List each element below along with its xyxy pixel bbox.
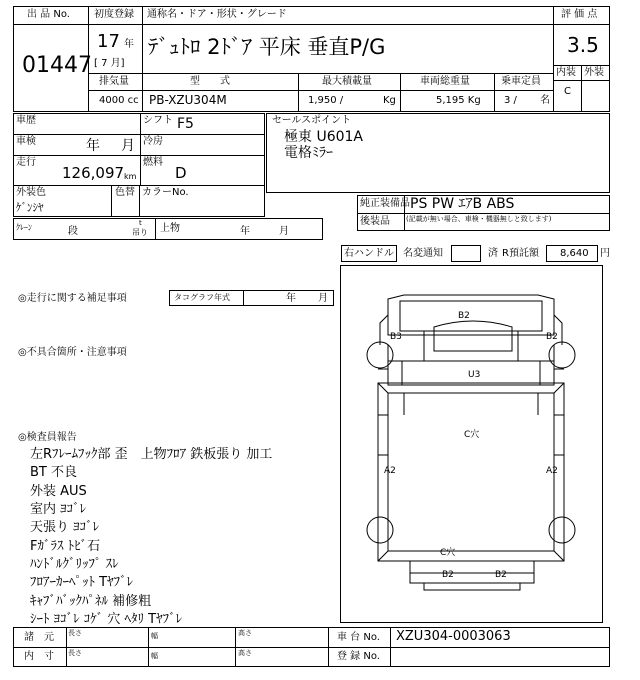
damage-label: B2 bbox=[546, 332, 558, 342]
width-label: 幅 bbox=[151, 652, 158, 660]
driving-notes-label: ◎走行に関する補足事項 bbox=[18, 293, 127, 304]
equipment-label: 純正装備品 bbox=[360, 198, 410, 209]
report-line: Fｶﾞﾗｽ ﾄﾋﾞ石 bbox=[30, 539, 101, 554]
report-line: 天張り ﾖｺﾞﾚ bbox=[30, 520, 100, 535]
history-label: 車歴 bbox=[16, 115, 36, 126]
inspection-month: 月 bbox=[121, 138, 135, 154]
crane-label: ｸﾚｰﾝ bbox=[16, 223, 32, 232]
equipment-value: PS PW ｴｱB ABS bbox=[410, 196, 515, 212]
ext-color-value: ｹﾞﾝｼﾔ bbox=[16, 201, 44, 214]
interior-dims-label: 内 寸 bbox=[24, 651, 54, 662]
reg-year: 17 bbox=[97, 31, 120, 52]
deposit-prefix: 済 bbox=[488, 248, 498, 259]
upper-month: 月 bbox=[279, 226, 289, 237]
displacement-label: 排気量 bbox=[99, 76, 129, 87]
tacho-label: タコグラフ年式 bbox=[174, 293, 230, 302]
eval-score: 3.5 bbox=[567, 33, 599, 57]
first-reg-label: 初度登録 bbox=[94, 9, 134, 20]
exterior-label: 外装 bbox=[584, 67, 604, 78]
fuel-value: D bbox=[175, 164, 187, 182]
shift-value: F5 bbox=[177, 116, 194, 132]
model-value: PB-XZU304M bbox=[149, 93, 227, 107]
damage-label: B2 bbox=[442, 570, 454, 580]
tacho-year: 年 bbox=[286, 293, 296, 304]
dims-label: 諸 元 bbox=[24, 632, 54, 643]
payload-unit: Kg bbox=[383, 95, 396, 106]
damage-label: C穴 bbox=[440, 548, 456, 558]
height-label: 高さ bbox=[238, 629, 252, 637]
tacho-month: 月 bbox=[318, 293, 328, 304]
retrofit-label: 後装品 bbox=[360, 216, 390, 227]
report-line: ﾌﾛｱｰｶｰﾍﾟｯﾄ Tﾔﾌﾞﾚ bbox=[30, 575, 134, 590]
gross-weight-label: 車両総重量 bbox=[420, 76, 470, 87]
color-change-label: 色替 bbox=[115, 187, 135, 198]
sales-point-label: セールスポイント bbox=[272, 115, 352, 126]
report-line: BT 不良 bbox=[30, 465, 77, 480]
lot-label: 出 品 No. bbox=[27, 9, 70, 20]
chassis-label: 車 台 No. bbox=[337, 632, 380, 643]
fuel-label: 燃料 bbox=[143, 157, 163, 168]
eval-label: 評 価 点 bbox=[561, 9, 598, 20]
cab-roof-inner bbox=[400, 301, 542, 331]
damage-label: U3 bbox=[468, 370, 481, 380]
interior-label: 内装 bbox=[556, 67, 576, 78]
rear-tail-outline bbox=[410, 561, 534, 583]
sales-line-1: 極東 U601A bbox=[284, 129, 363, 145]
report-line: 室内 ﾖｺﾞﾚ bbox=[30, 502, 87, 517]
crane-hanging: 吊り bbox=[132, 228, 148, 237]
upper-year: 年 bbox=[240, 226, 250, 237]
chassis-value: XZU304-0003063 bbox=[396, 629, 511, 644]
inspection-label: 車検 bbox=[16, 136, 36, 147]
lot-number: 01447 bbox=[22, 53, 92, 78]
mileage-unit: km bbox=[124, 172, 137, 181]
ext-color-label: 外装色 bbox=[16, 187, 46, 198]
capacity-value: 3 / bbox=[504, 95, 517, 106]
color-no-label: カラーNo. bbox=[142, 187, 189, 198]
inspection-year: 年 bbox=[86, 138, 100, 154]
crane-stage: 段 bbox=[68, 226, 78, 237]
car-name: ﾃﾞｭﾄﾛ 2ﾄﾞｱ 平床 垂直P/G bbox=[148, 35, 386, 59]
ac-label: 冷房 bbox=[143, 136, 163, 147]
inspector-label: ◎検査員報告 bbox=[18, 432, 77, 443]
rear-right-wheel bbox=[549, 517, 575, 543]
deposit-label: R預託額 bbox=[502, 248, 539, 259]
reg-month: [ 7 月] bbox=[94, 58, 125, 69]
payload-value: 1,950 / bbox=[308, 95, 344, 106]
displacement-value: 4000 cc bbox=[99, 95, 139, 106]
windshield-outline bbox=[434, 321, 512, 351]
front-left-wheel bbox=[367, 342, 393, 368]
report-line: 外装 AUS bbox=[30, 484, 87, 499]
deposit-unit: 円 bbox=[600, 248, 610, 259]
mileage-value: 126,097 bbox=[62, 164, 125, 182]
retrofit-note: (記載が無い場合、車検・機器無しと致します) bbox=[406, 215, 552, 223]
damage-label: B2 bbox=[458, 311, 470, 321]
cargo-bed-outline bbox=[378, 383, 564, 561]
interior-grade: C bbox=[564, 86, 571, 97]
damage-label: C穴 bbox=[464, 430, 480, 440]
report-line: ﾊﾝﾄﾞﾙｸﾞﾘｯﾌﾟ ｽﾚ bbox=[30, 557, 119, 572]
rear-left-wheel bbox=[367, 517, 393, 543]
report-line: ｷｬﾌﾞﾊﾞｯｸﾊﾟﾈﾙ 補修粗 bbox=[30, 594, 152, 609]
car-info-label: 通称名・ドア・形状・グレード bbox=[147, 9, 287, 20]
front-right-wheel bbox=[549, 342, 575, 368]
sales-line-2: 電格ﾐﾗｰ bbox=[284, 145, 333, 161]
model-label: 型 式 bbox=[190, 76, 230, 87]
length-label: 長さ bbox=[68, 629, 82, 637]
report-line: 左Rﾌﾚｰﾑﾌｯｸ部 歪 上物ﾌﾛｱ 鉄板張り 加工 bbox=[30, 447, 273, 462]
truck-diagram bbox=[340, 265, 603, 623]
length-label: 長さ bbox=[68, 649, 82, 657]
reg-year-unit: 年 bbox=[124, 39, 134, 50]
name-change-label: 名変通知 bbox=[403, 248, 443, 259]
payload-label: 最大積載量 bbox=[322, 76, 372, 87]
defects-label: ◎不具合箇所・注意事項 bbox=[18, 347, 127, 358]
damage-label: A2 bbox=[546, 466, 558, 476]
deposit-value: 8,640 bbox=[560, 248, 589, 259]
shift-label: シフト bbox=[143, 115, 173, 126]
height-label: 高さ bbox=[238, 649, 252, 657]
damage-label: B2 bbox=[495, 570, 507, 580]
name-change-box bbox=[451, 245, 481, 262]
damage-label: B3 bbox=[390, 332, 402, 342]
gross-weight-value: 5,195 Kg bbox=[436, 95, 481, 106]
damage-label: A2 bbox=[384, 466, 396, 476]
rhd-label: 右ハンドル bbox=[344, 248, 394, 259]
report-line: ｼｰﾄ ﾖｺﾞﾚ ｺｹﾞ 穴 ﾍﾀﾘ Tﾔﾌﾞﾚ bbox=[30, 612, 183, 627]
capacity-label: 乗車定員 bbox=[501, 76, 541, 87]
reg-no-label: 登 録 No. bbox=[337, 651, 380, 662]
crane-ton: t bbox=[139, 219, 142, 227]
capacity-unit: 名 bbox=[540, 95, 550, 106]
mileage-label: 走行 bbox=[16, 157, 36, 168]
width-label: 幅 bbox=[151, 632, 158, 640]
upper-label: 上物 bbox=[160, 223, 180, 234]
